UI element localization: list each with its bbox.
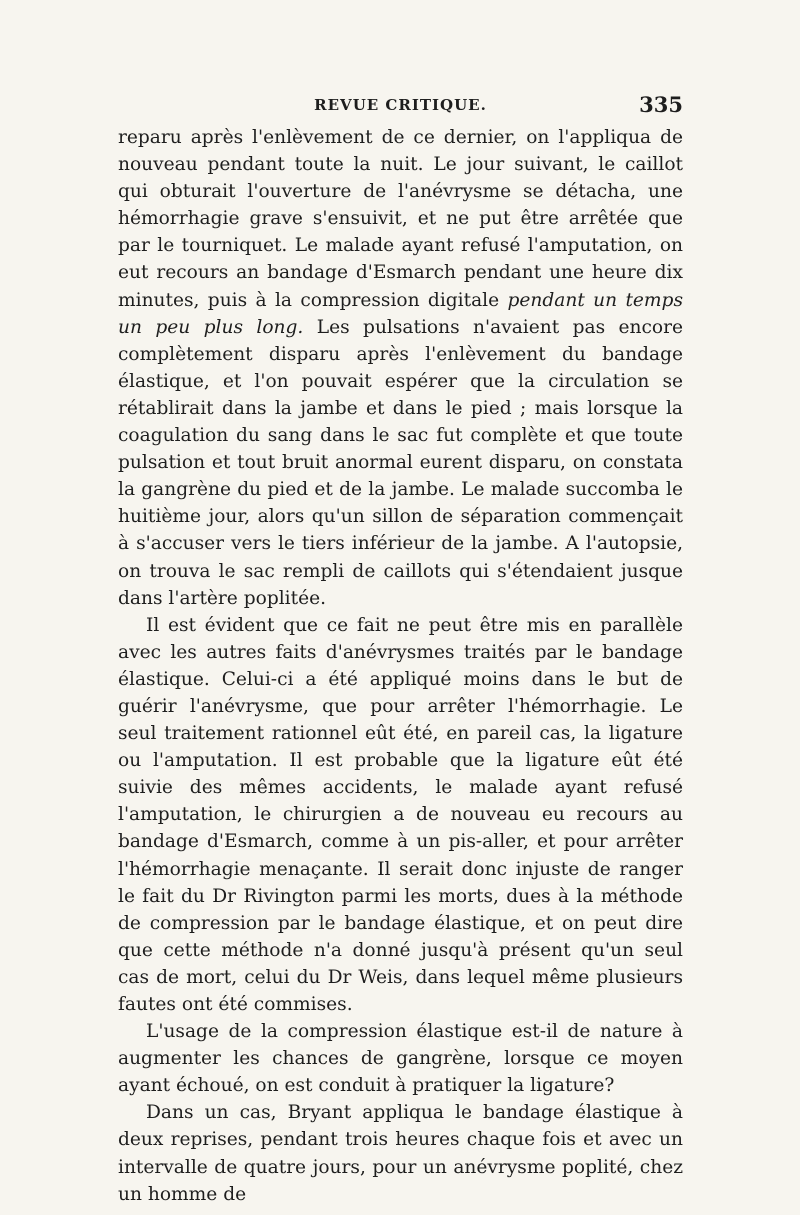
italic-phrase: pendant un temps un peu plus long. — [118, 289, 683, 338]
body-text — [118, 124, 683, 1208]
paragraph-text: Les pulsations n'avaient pas encore complètement disparu après l'enlèvement du bandage élastique, et l'on pouvait espérer que la circulation se rétablirait dans la jambe et dans le pied ; mais lorsque la coagulation du sang dans le sac fut complète et que toute pulsation et tout bruit anormal eurent disparu, on constata la gangrène du pied et de la jambe. Le malade succomba le huitième jour, alors qu'un sillon de séparation commençait à s'accuser vers le tiers inférieur de la jambe. A l'autopsie, on trouva le sac rempli de caillots qui s'étendaient jusque dans l'artère poplitée. — [118, 316, 684, 609]
paragraph: L'usage de la compression élastique est-il de nature à augmenter les chances de gangrène, lorsque ce moyen ayant échoué, on est conduit à pratiquer la ligature? — [118, 1021, 683, 1097]
page-number: 335 — [639, 92, 683, 117]
paragraph-continuation — [118, 124, 683, 612]
paragraph-text: reparu après l'enlèvement de ce dernier, on l'appliqua de nouveau pendant toute la nuit. Le jour suivant, le caillot qui obturait l'ouverture de l'anévrysme se détacha, une hémorrhagie grave s'ensuivit, et ne put être arrêtée que par le tourniquet. Le malade ayant refusé l'amputation, on eut recours an bandage d'Esmarch pendant une heure dix minutes, puis à la compression digitale — [118, 127, 683, 311]
running-title: REVUE CRITIQUE. — [314, 96, 487, 114]
paragraph: Dans un cas, Bryant appliqua le bandage élastique à deux reprises, pendant trois heures chaque fois et avec un intervalle de quatre jours, pour un anévrysme poplité, chez un homme de — [118, 1102, 683, 1205]
page-header — [118, 92, 683, 122]
paragraph: Il est évident que ce fait ne peut être mis en parallèle avec les autres faits d'anévrysmes traités par le bandage élastique. Celui-ci a été appliqué moins dans le but de guérir l'anévrysme, que pour arrêter l'hémorrhagie. Le seul traitement rationnel eût été, en pareil cas, la ligature ou l'amputation. Il est probable que la ligature eût été suivie des mêmes accidents, le malade ayant refusé l'amputation, le chirurgien a de nouveau eu recours au bandage d'Esmarch, comme à un pis-aller, et pour arrêter l'hémorrhagie menaçante. Il serait donc injuste de ranger le fait du Dr Rivington parmi les morts, dues à la méthode de compression par le bandage élastique, et on peut dire que cette méthode n'a donné jusqu'à présent qu'un seul cas de mort, celui du Dr Weis, dans lequel même plusieurs fautes ont été commises. — [118, 614, 683, 1015]
